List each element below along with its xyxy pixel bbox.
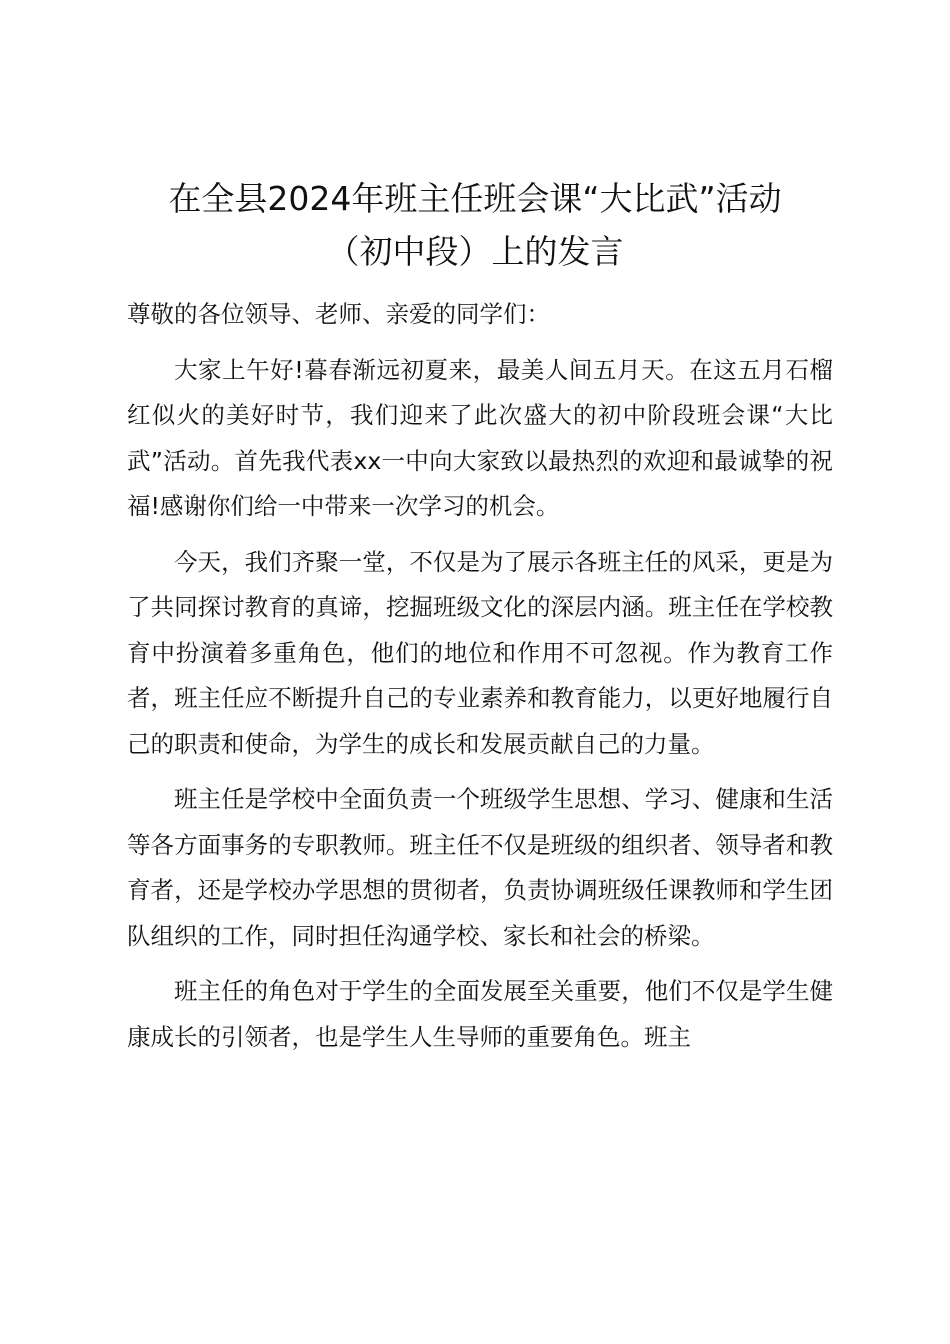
title-line-1: 在全县2024年班主任班会课“大比武”活动 [168, 179, 782, 218]
title-line-2: （初中段）上的发言 [326, 232, 624, 271]
paragraph-4: 班主任的角色对于学生的全面发展至关重要，他们不仅是学生健康成长的引领者，也是学生人生导师的重要角色。班主 [127, 977, 833, 1051]
document-title [110, 172, 840, 278]
document-body [127, 292, 833, 1070]
salutation: 尊敬的各位领导、老师、亲爱的同学们： [127, 300, 550, 328]
paragraph-1: 大家上午好!暮春渐远初夏来，最美人间五月天。在这五月石榴红似火的美好时节，我们迎来了此次盛大的初中阶段班会课“大比武”活动。首先我代表xx一中向大家致以最热烈的欢迎和最诚挚的祝福!感谢你们给一中带来一次学习的机会。 [127, 355, 833, 520]
paragraph-2: 今天，我们齐聚一堂，不仅是为了展示各班主任的风采，更是为了共同探讨教育的真谛，挖掘班级文化的深层内涵。班主任在学校教育中扮演着多重角色，他们的地位和作用不可忽视。作为教育工作者，班主任应不断提升自己的专业素养和教育能力，以更好地履行自己的职责和使命，为学生的成长和发展贡献自己的力量。 [127, 547, 833, 758]
paragraph-3: 班主任是学校中全面负责一个班级学生思想、学习、健康和生活等各方面事务的专职教师。班主任不仅是班级的组织者、领导者和教育者，还是学校办学思想的贯彻者，负责协调班级任课教师和学生团队组织的工作，同时担任沟通学校、家长和社会的桥梁。 [127, 785, 833, 950]
